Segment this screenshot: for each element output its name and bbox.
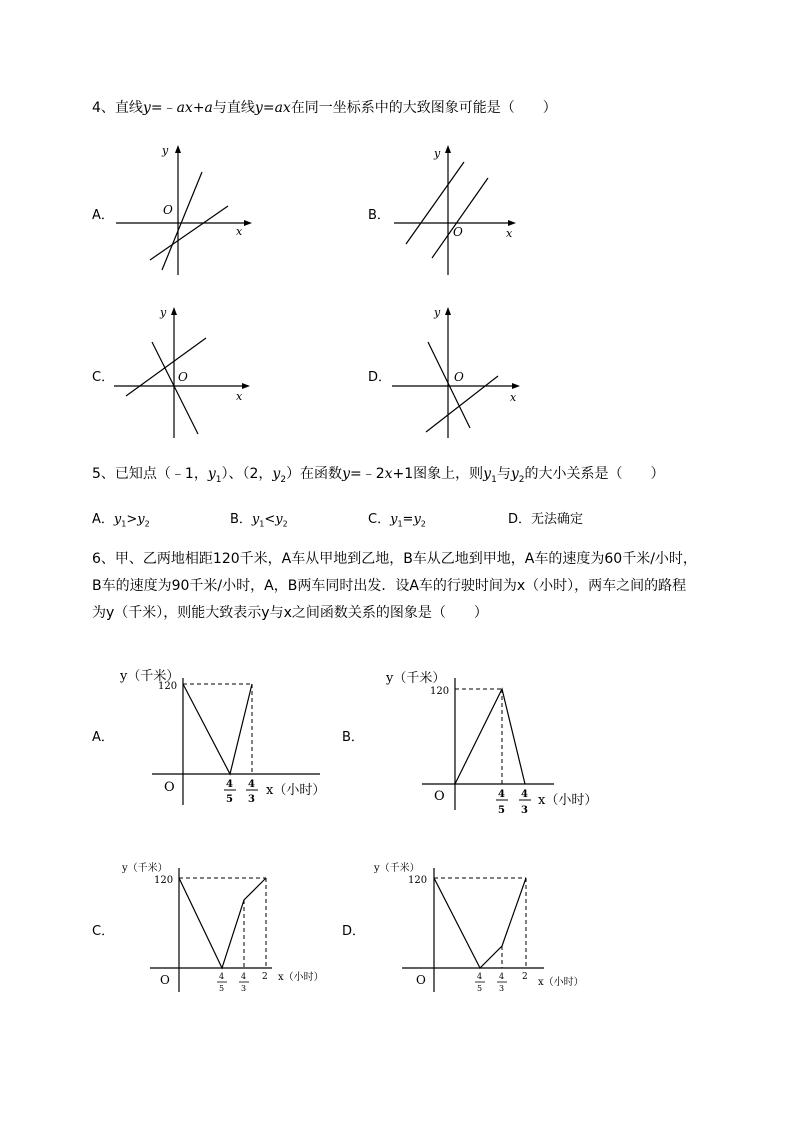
question-6-line-3: 为y（千米），则能大致表示y与x之间函数关系的图象是（ ） [92,605,488,621]
x-tick-num: 4 [477,972,483,981]
q5-choice-d: D．无法确定 [508,512,584,527]
axis-y-label: y（千米） [120,669,180,684]
q4-graph-d [388,302,538,442]
question-5-text: 5、已知点（﹣1，$y_1$）、（2，$y_2$）在函数y=﹣2x+1图象上，则$y_1$与$y_2$的大小关系是（ ） [92,466,665,485]
axis-y-label: y [434,306,441,319]
q4-graph-b [390,140,530,280]
origin-label: O [160,973,170,987]
axis-x-label: x [236,225,243,238]
q4-option-c-label: C． [92,370,115,385]
x-tick-den: 5 [498,805,505,816]
x-tick-num: 4 [521,789,528,800]
x-tick-num: 4 [219,972,225,981]
q6-option-a-label: A． [92,730,114,745]
origin-label: O [434,789,445,804]
x-tick-den: 5 [477,984,483,993]
axis-x-label: x（小时） [278,972,324,983]
q6-graph-a [110,660,340,820]
x-tick-den: 3 [521,805,528,816]
x-tick-num: 4 [248,779,255,790]
axis-y-label: y（千米） [374,863,420,874]
axis-x-label: x [510,391,517,404]
q6-option-c-label: C． [92,924,115,939]
y-tick-120: 120 [154,875,174,886]
q6-option-d-label: D． [342,924,366,939]
q6-graph-d [372,852,602,1002]
q4-option-a-label: A． [92,208,114,223]
x-tick-den: 5 [226,794,233,805]
axis-y-label: y [160,306,167,319]
q5-choice-c: C．$y_1=y_2$ [368,512,426,529]
axis-x-label: x（小时） [538,793,598,808]
axis-y-label: y [162,144,169,157]
axis-x-label: x（小时） [266,783,326,798]
x-tick-num: 4 [226,779,233,790]
x-tick-den: 3 [248,794,255,805]
y-tick-120: 120 [430,686,450,697]
axis-x-label: x [236,390,243,403]
origin-label: O [453,225,463,239]
q6-option-b-label: B． [342,730,364,745]
question-6-line-1: 6、甲、乙两地相距120千米，A车从甲地到乙地，B车从乙地到甲地，A车的速度为60千米/小时， [92,551,697,567]
question-6-line-2: B车的速度为90千米/小时，A，B两车同时出发．设A车的行驶时间为x（小时），两车之间的路程 [92,578,687,594]
x-tick-2: 2 [262,972,268,982]
q6-graph-b [384,660,614,830]
origin-label: O [416,973,426,987]
x-tick-den: 3 [241,984,247,993]
origin-label: O [178,370,188,384]
axis-y-label: y [434,147,441,160]
origin-label: O [163,203,173,217]
q5-choice-a: A．$y_1>y_2$ [92,512,150,529]
y-tick-120: 120 [408,875,428,886]
q5-choice-b: B．$y_1<y_2$ [230,512,288,529]
y-tick-120: 120 [158,681,178,692]
x-tick-den: 5 [219,984,225,993]
x-tick-2: 2 [522,972,528,982]
axis-x-label: x（小时） [538,977,584,988]
q6-graph-c [110,852,340,1002]
origin-label: O [164,780,175,795]
axis-x-label: x [506,227,513,240]
q4-graph-a [110,140,260,280]
q4-option-b-label: B． [368,208,390,223]
question-4-text: 4、直线y=﹣ax+a与直线y=ax在同一坐标系中的大致图象可能是（ ） [92,100,557,116]
axis-y-label: y（千米） [386,671,446,686]
q4-option-d-label: D． [368,370,392,385]
x-tick-num: 4 [499,972,505,981]
x-tick-num: 4 [498,789,505,800]
axis-y-label: y（千米） [122,863,168,874]
x-tick-den: 3 [499,984,505,993]
x-tick-num: 4 [241,972,247,981]
origin-label: O [454,370,464,384]
q4-graph-c [110,302,260,442]
